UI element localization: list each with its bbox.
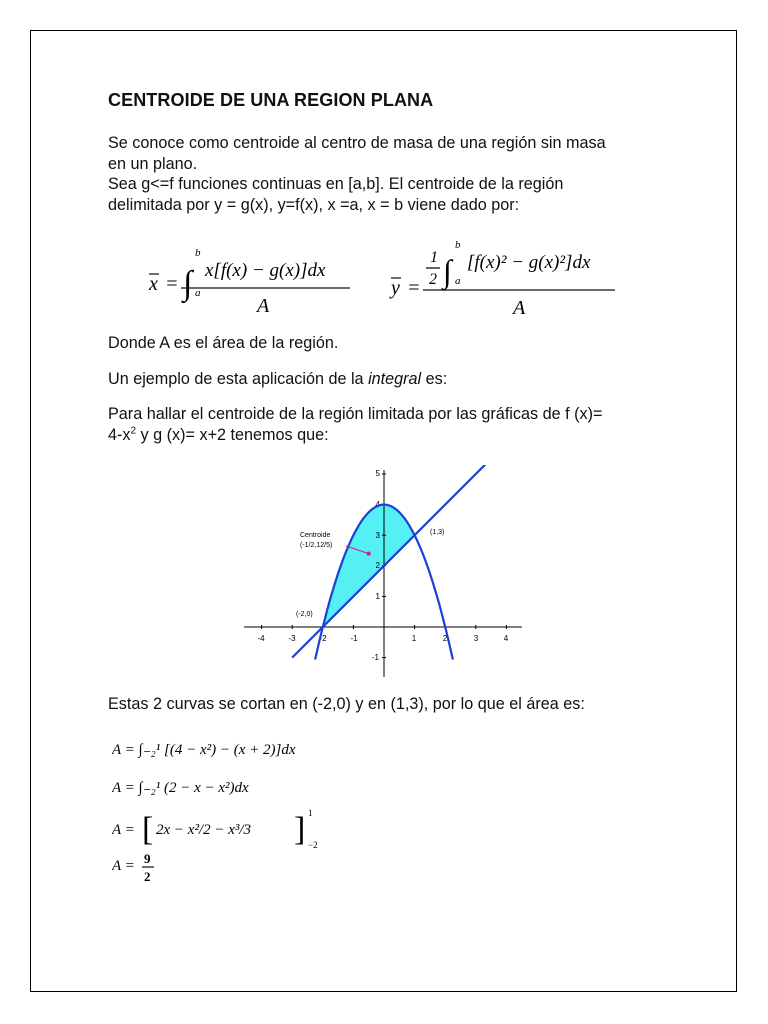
area-result-num: 9	[144, 851, 151, 866]
intersection-paragraph	[108, 694, 668, 715]
svg-text:[: [	[142, 811, 154, 848]
definition-line-4: delimitada por y = g(x), y=f(x), x =a, x = b viene dado por:	[108, 195, 520, 214]
x-tick-label: -4	[257, 634, 265, 643]
x-tick-label: -1	[350, 634, 358, 643]
centroid-formulas	[145, 238, 625, 316]
formula-x-denominator: A	[257, 295, 270, 316]
definition-line-2: en un plano.	[108, 154, 198, 173]
svg-text:]: ]	[294, 811, 306, 848]
svg-text:A =: A =	[112, 858, 135, 874]
centroid-coords: (-1/2,12/5)	[300, 542, 333, 549]
example-intro-a: Un ejemplo de esta aplicación de la	[108, 369, 369, 388]
y-tick-label: 1	[375, 592, 380, 601]
formula-y-half-num: 1	[430, 249, 438, 266]
formula-x-upper: b	[195, 247, 201, 259]
formula-x-integrand: x[f(x) − g(x)]dx	[205, 260, 326, 281]
example-line-2a: 4-x	[108, 425, 131, 444]
intersection-text: Estas 2 curvas se cortan en (-2,0) y en (1,3), por lo que el área es:	[108, 695, 585, 713]
shaded-region	[323, 505, 415, 627]
page-title: CENTROIDE DE UNA REGION PLANA	[108, 90, 434, 110]
formula-y-lower: a	[455, 275, 461, 287]
x-tick-label: 4	[503, 634, 509, 643]
x-tick-label: 3	[473, 634, 479, 643]
point-label-left: (-2,0)	[296, 611, 313, 618]
area-step-2: A = ∫₋₂¹ (2 − x − x²)dx	[112, 780, 249, 796]
svg-text:=: =	[407, 277, 421, 299]
svg-text:A =: A =	[112, 822, 135, 838]
svg-text:∫: ∫	[183, 265, 193, 302]
x-tick-label: -2	[319, 634, 327, 643]
definition-paragraph	[108, 133, 668, 215]
formula-y-integrand: [f(x)² − g(x)²]dx	[467, 252, 591, 273]
formula-y-denominator: A	[513, 297, 526, 316]
area-step-3-upper: 1	[308, 808, 313, 818]
example-paragraph	[108, 404, 668, 445]
y-tick-label: 2	[375, 561, 380, 570]
definition-line-3: Sea g<=f funciones continuas en [a,b]. El centroide de la región	[108, 175, 564, 193]
formula-x-bar	[148, 247, 350, 316]
formula-y-half-den: 2	[429, 271, 437, 288]
formula-y-bar	[389, 239, 615, 316]
formula-x-lhs: x	[149, 273, 158, 295]
graph-canvas	[244, 465, 524, 680]
formula-y-upper: b	[455, 239, 461, 251]
centroid-label: Centroide	[300, 532, 331, 539]
area-step-4	[112, 851, 154, 884]
line-curve	[292, 465, 509, 658]
y-tick-label: 4	[375, 500, 380, 509]
example-intro-italic: integral	[368, 369, 422, 388]
y-tick-label: 3	[375, 531, 380, 540]
area-computation	[112, 730, 412, 890]
y-tick-label: 5	[375, 469, 380, 478]
definition-line-1: Se conoce como centroide al centro de masa de una región sin masa	[108, 134, 606, 152]
y-tick-label: -1	[371, 653, 379, 662]
area-step-3-lower: −2	[308, 840, 318, 850]
formula-x-lower: a	[195, 287, 201, 299]
example-line-2b: y g (x)= x+2 tenemos que:	[136, 425, 329, 444]
area-step-3	[112, 808, 318, 850]
example-line-2-sup: 2	[130, 425, 137, 437]
x-tick-label: 1	[411, 634, 417, 643]
svg-text:∫: ∫	[443, 253, 452, 289]
centroid-graph	[244, 465, 524, 680]
formula-y-lhs: y	[391, 277, 400, 299]
area-result-den: 2	[144, 869, 151, 884]
svg-text:=: =	[165, 273, 179, 295]
area-step-3-body: 2x − x²/2 − x³/3	[156, 822, 252, 838]
x-tick-labels	[257, 634, 508, 643]
x-tick-label: 2	[442, 634, 448, 643]
example-intro	[108, 369, 668, 390]
point-label-right: (1,3)	[430, 529, 445, 536]
area-step-1: A = ∫₋₂¹ [(4 − x²) − (x + 2)]dx	[112, 742, 296, 758]
x-tick-label: -3	[288, 634, 296, 643]
example-intro-b: es:	[421, 369, 448, 388]
example-line-1: Para hallar el centroide de la región limitada por las gráficas de f (x)=	[108, 405, 603, 423]
area-note: Donde A es el área de la región.	[108, 334, 339, 352]
